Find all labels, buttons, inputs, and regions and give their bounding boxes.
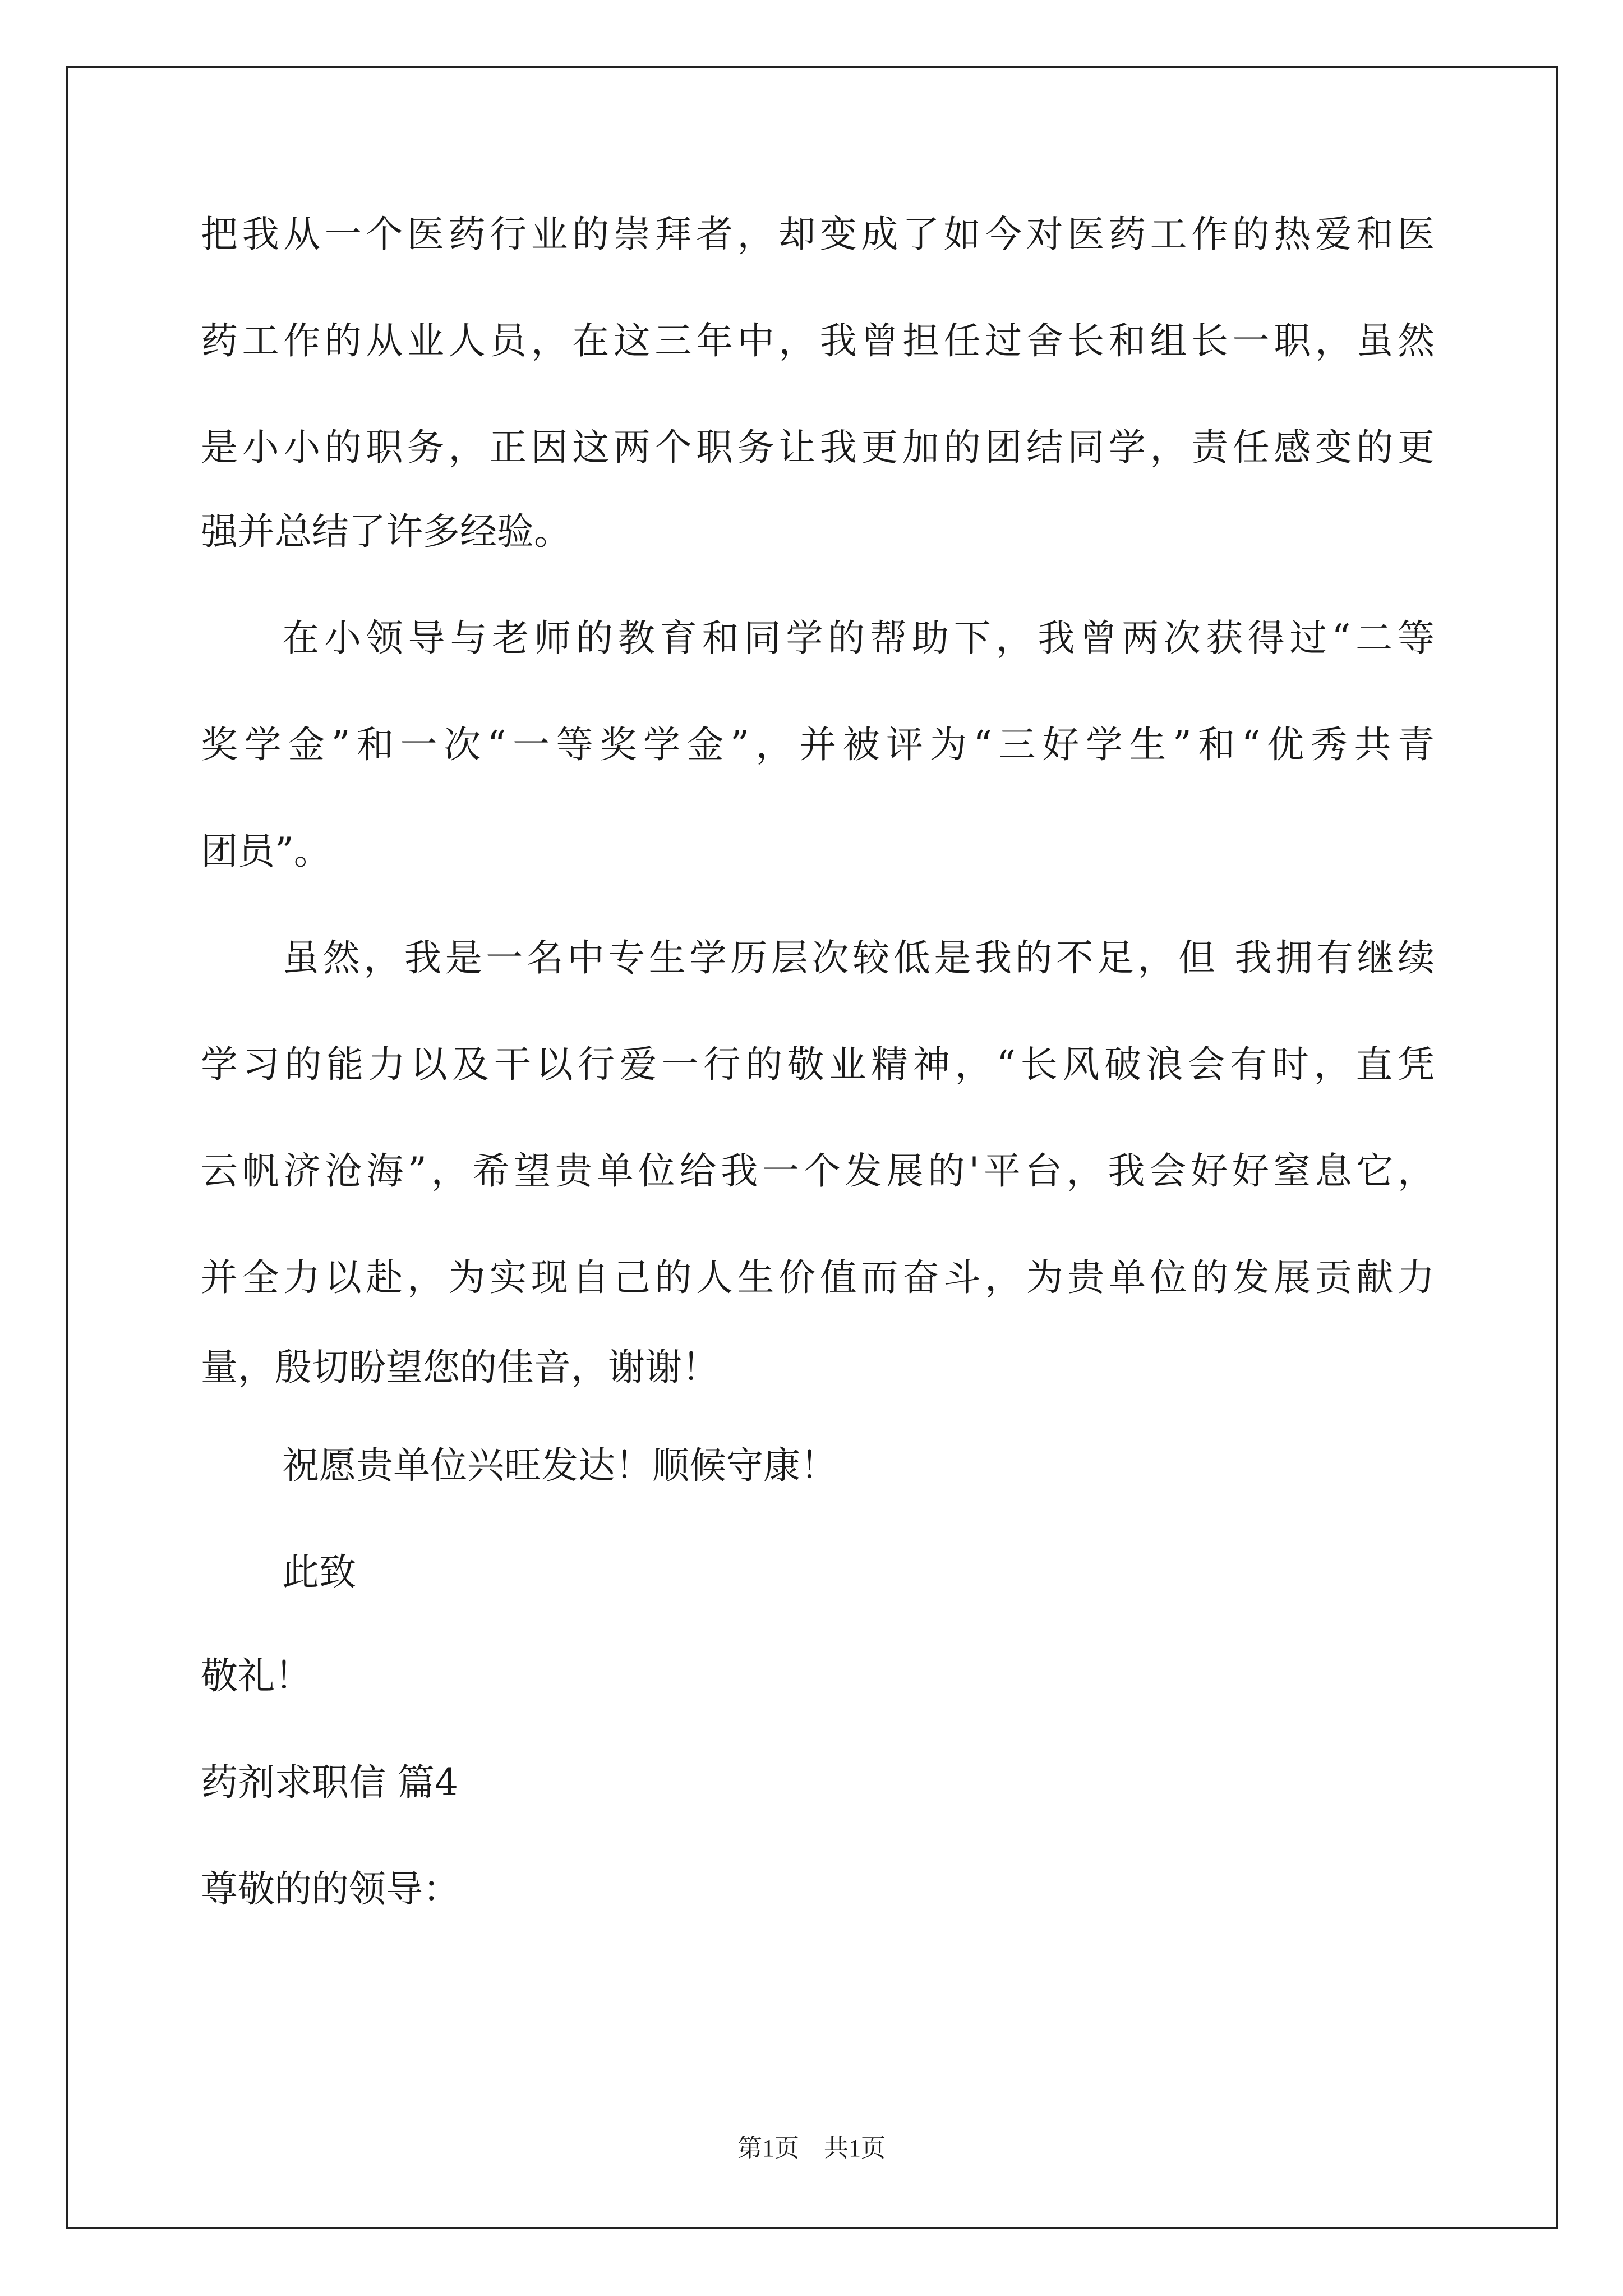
body-line: 在小领导与老师的教育和同学的帮助下，我曾两次获得过“二等 [282, 616, 1435, 660]
body-line: 把我从一个医药行业的崇拜者，却变成了如今对医药工作的热爱和医 [201, 213, 1435, 256]
body-line: 并全力以赴，为实现自己的人生价值而奋斗，为贵单位的发展贡献力 [201, 1256, 1435, 1299]
closing-salutation: 此致 [282, 1550, 356, 1594]
page-footer: 第1页 共1页 [737, 2134, 886, 2162]
body-line: 是小小的职务，正因这两个职务让我更加的团结同学，责任感变的更 [201, 426, 1435, 469]
body-line: 团员”。 [201, 830, 331, 873]
body-line: 云帆济沧海”，希望贵单位给我一个发展的'平台，我会好好窒息它， [201, 1149, 1435, 1193]
closing-regards: 敬礼！ [201, 1654, 312, 1697]
section-heading: 药剂求职信 篇4 [201, 1761, 458, 1804]
closing-wish: 祝愿贵单位兴旺发达！顺候守康！ [282, 1444, 837, 1487]
body-line: 量，殷切盼望您的佳音，谢谢！ [201, 1346, 719, 1389]
body-line: 学习的能力以及干以行爱一行的敬业精神，“长风破浪会有时，直凭 [201, 1043, 1435, 1086]
body-line: 药工作的从业人员，在这三年中，我曾担任过舍长和组长一职，虽然 [201, 319, 1435, 362]
greeting: 尊敬的的领导： [201, 1867, 460, 1911]
body-line: 虽然，我是一名中专生学历层次较低是我的不足，但 我拥有继续 [282, 936, 1435, 979]
body-line: 奖学金”和一次“一等奖学金”，并被评为“三好学生”和“优秀共青 [201, 723, 1435, 766]
body-line: 强并总结了许多经验。 [201, 510, 571, 553]
